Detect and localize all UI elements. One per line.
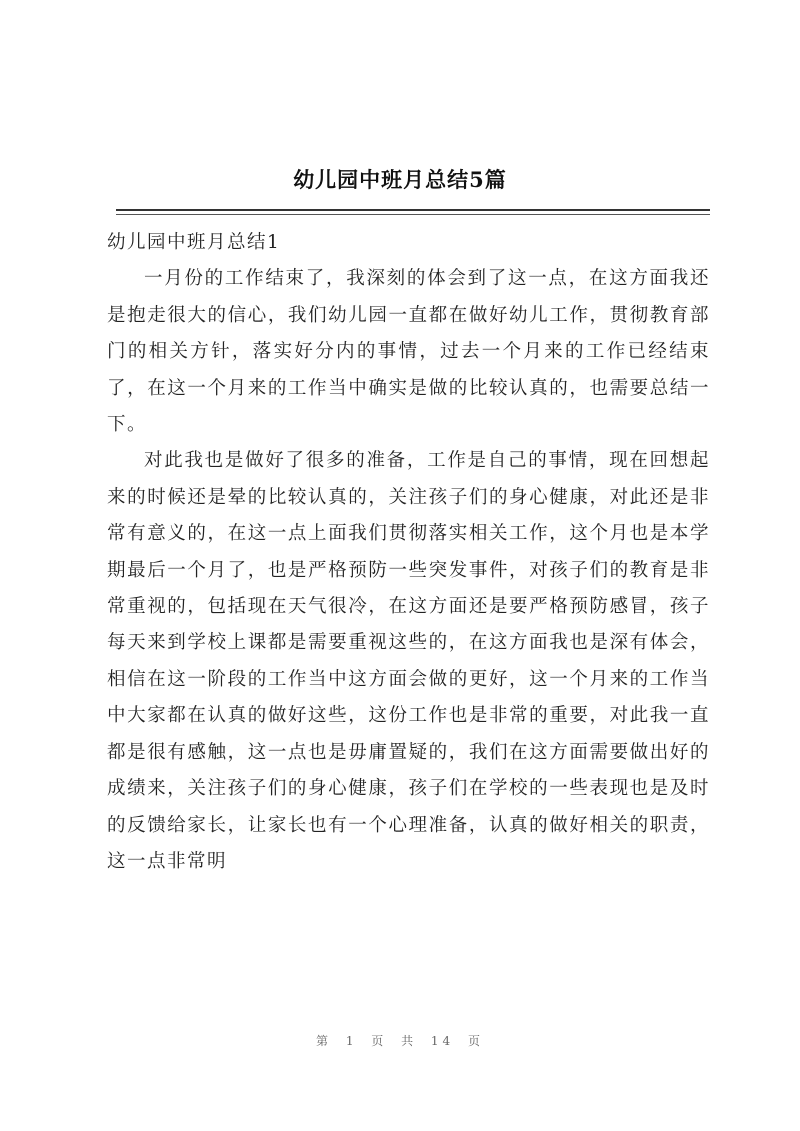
paragraph-2: 对此我也是做好了很多的准备，工作是自己的事情，现在回想起来的时候还是晕的比较认真的，关注孩子们的身心健康，对此还是非常有意义的，在这一点上面我们贯彻落实相关工作，这个月也是本学期最后一个月了，也是严格预防一些突发事件，对孩子们的教育是非常重视的，包括现在天气很冷，在这方面还是要严格预防感冒，孩子每天来到学校上课都是需要重视这些的，在这方面我也是深有体会，相信在这一阶段的工作当中这方面会做的更好，这一个月来的工作当中大家都在认真的做好这些，这份工作也是非常的重要，对此我一直都是很有感触，这一点也是毋庸置疑的，我们在这方面需要做出好的成绩来，关注孩子们的身心健康，孩子们在学校的一些表现也是及时的反馈给家长，让家长也有一个心理准备，认真的做好相关的职责，这一点非常明 bbox=[107, 450, 710, 872]
document-body bbox=[107, 225, 710, 880]
page-number-footer: 第 1 页 共 14 页 bbox=[316, 1034, 484, 1048]
title-divider-thin bbox=[116, 214, 710, 215]
title-divider-thick bbox=[116, 209, 710, 211]
document-title: 幼儿园中班月总结5篇 bbox=[293, 167, 507, 192]
paragraph-1: 一月份的工作结束了，我深刻的体会到了这一点，在这方面我还是抱走很大的信心，我们幼儿园一直都在做好幼儿工作，贯彻教育部门的相关方针，落实好分内的事情，过去一个月来的工作已经结束了，在这一个月来的工作当中确实是做的比较认真的，也需要总结一下。 bbox=[107, 268, 710, 436]
section-heading: 幼儿园中班月总结1 bbox=[107, 232, 281, 253]
